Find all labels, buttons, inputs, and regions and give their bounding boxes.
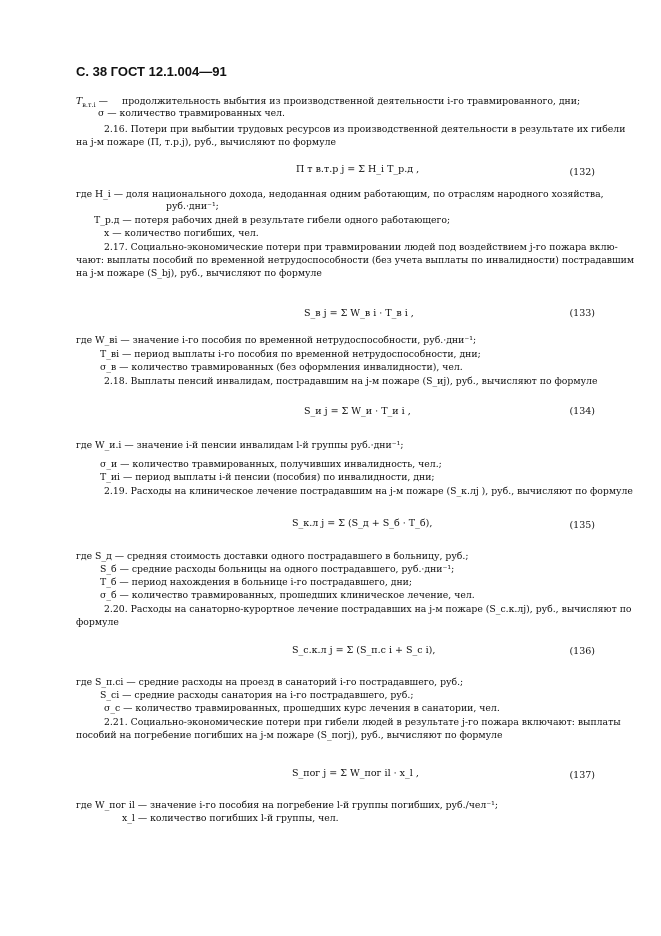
text-line: пособий на погребение погибших на j-м пожаре (S_погj), руб., вычисляют по формуле: [76, 730, 503, 741]
text-line: на j-м пожаре (П, т.р.j), руб., вычисляют по формуле: [76, 137, 336, 148]
text-line: T_б — период нахождения в больнице i-го пострадавшего, дни;: [100, 577, 412, 588]
text-line: x_l — количество погибших l-й группы, чел.: [122, 813, 339, 824]
formula-134: S_и j = Σ W_и · T_и i ,: [304, 406, 411, 417]
text-line: σ_б — количество травмированных, прошедших клиническое лечение, чел.: [100, 590, 475, 601]
text-line: σ — количество травмированных чел.: [98, 108, 285, 119]
formula-number: (133): [569, 308, 595, 319]
paragraph-2-20: 2.20. Расходы на санаторно-курортное лечение пострадавших на j-м пожаре (S_с.к.лj), руб., вычисляют по: [104, 604, 632, 615]
page-header: С. 38 ГОСТ 12.1.004—91: [76, 64, 227, 79]
text-line: формуле: [76, 617, 119, 628]
text-line: σ_и — количество травмированных, получивших инвалидность, чел.;: [100, 459, 442, 470]
text-line: σ_в — количество травмированных (без оформления инвалидности), чел.: [100, 362, 463, 373]
formula-132: П т в.т.р j = Σ H_i T_р.д ,: [296, 164, 420, 175]
paragraph-2-18: 2.18. Выплаты пенсий инвалидам, пострадавшим на j-м пожаре (S_иj), руб., вычисляют по формуле: [104, 376, 598, 387]
text-line: где W_вi — значение i-го пособия по временной нетрудоспособности, руб.·дни⁻¹;: [76, 335, 477, 346]
text-line: S_б — средние расходы больницы на одного пострадавшего, руб.·дни⁻¹;: [100, 564, 455, 575]
text-line: где W_пог il — значение i-го пособия на погребение l-й группы погибших, руб./чел⁻¹;: [76, 800, 499, 811]
formula-number: (135): [569, 520, 595, 531]
text-line: руб.·дни⁻¹;: [166, 201, 219, 212]
formula-number: (136): [569, 646, 595, 657]
text-line: чают: выплаты пособий по временной нетрудоспособности (без учета выплаты по инвалидности) пострадавшим: [76, 255, 635, 266]
text-line: $T_{в.т.i}$ — продолжительность выбытия из производственной деятельности i-го травмированного, дни;: [76, 96, 581, 109]
formula-133: S_в j = Σ W_в i · T_в i ,: [304, 308, 414, 319]
text-line: x — количество погибших, чел.: [104, 228, 259, 239]
text-line: T_вi — период выплаты i-го пособия по временной нетрудоспособности, дни;: [100, 349, 481, 360]
text-line: S_сi — средние расходы санатория на i-го пострадавшего, руб.;: [100, 690, 414, 701]
formula-136: S_с.к.л j = Σ (S_п.с i + S_с i),: [292, 645, 436, 656]
paragraph-2-17: 2.17. Социально-экономические потери при травмировании людей под воздействием j-го пожара вклю-: [104, 242, 618, 253]
text-line: где H_i — доля национального дохода, недоданная одним работающим, по отраслям народного хозяйства,: [76, 189, 604, 200]
text-line: где S_п.сi — средние расходы на проезд в санаторий i-го пострадавшего, руб.;: [76, 677, 464, 688]
paragraph-2-19: 2.19. Расходы на клиническое лечение пострадавшим на j-м пожаре (S_к.лj ), руб., вычисляют по формуле: [104, 486, 633, 497]
formula-number: (132): [569, 167, 595, 178]
text-line: T_р.д — потеря рабочих дней в результате гибели одного работающего;: [94, 215, 451, 226]
text-line: T_иi — период выплаты i-й пенсии (пособия) по инвалидности, дни;: [100, 472, 435, 483]
formula-135: S_к.л j = Σ (S_д + S_б · T_б),: [292, 518, 433, 529]
paragraph-2-16: 2.16. Потери при выбытии трудовых ресурсов из производственной деятельности в результате их гибели: [104, 124, 626, 135]
formula-number: (137): [569, 770, 595, 781]
paragraph-2-21: 2.21. Социально-экономические потери при гибели людей в результате j-го пожара включают: выплаты: [104, 717, 621, 728]
formula-137: S_пог j = Σ W_пог il · x_l ,: [292, 768, 419, 779]
text-line: где S_д — средняя стоимость доставки одного пострадавшего в больницу, руб.;: [76, 551, 469, 562]
text-line: на j-м пожаре (S_bj), руб., вычисляют по формуле: [76, 268, 322, 279]
formula-number: (134): [569, 406, 595, 417]
text-line: где W_и.i — значение i-й пенсии инвалидам l-й группы руб.·дни⁻¹;: [76, 440, 404, 451]
text-line: σ_с — количество травмированных, прошедших курс лечения в санатории, чел.: [104, 703, 500, 714]
